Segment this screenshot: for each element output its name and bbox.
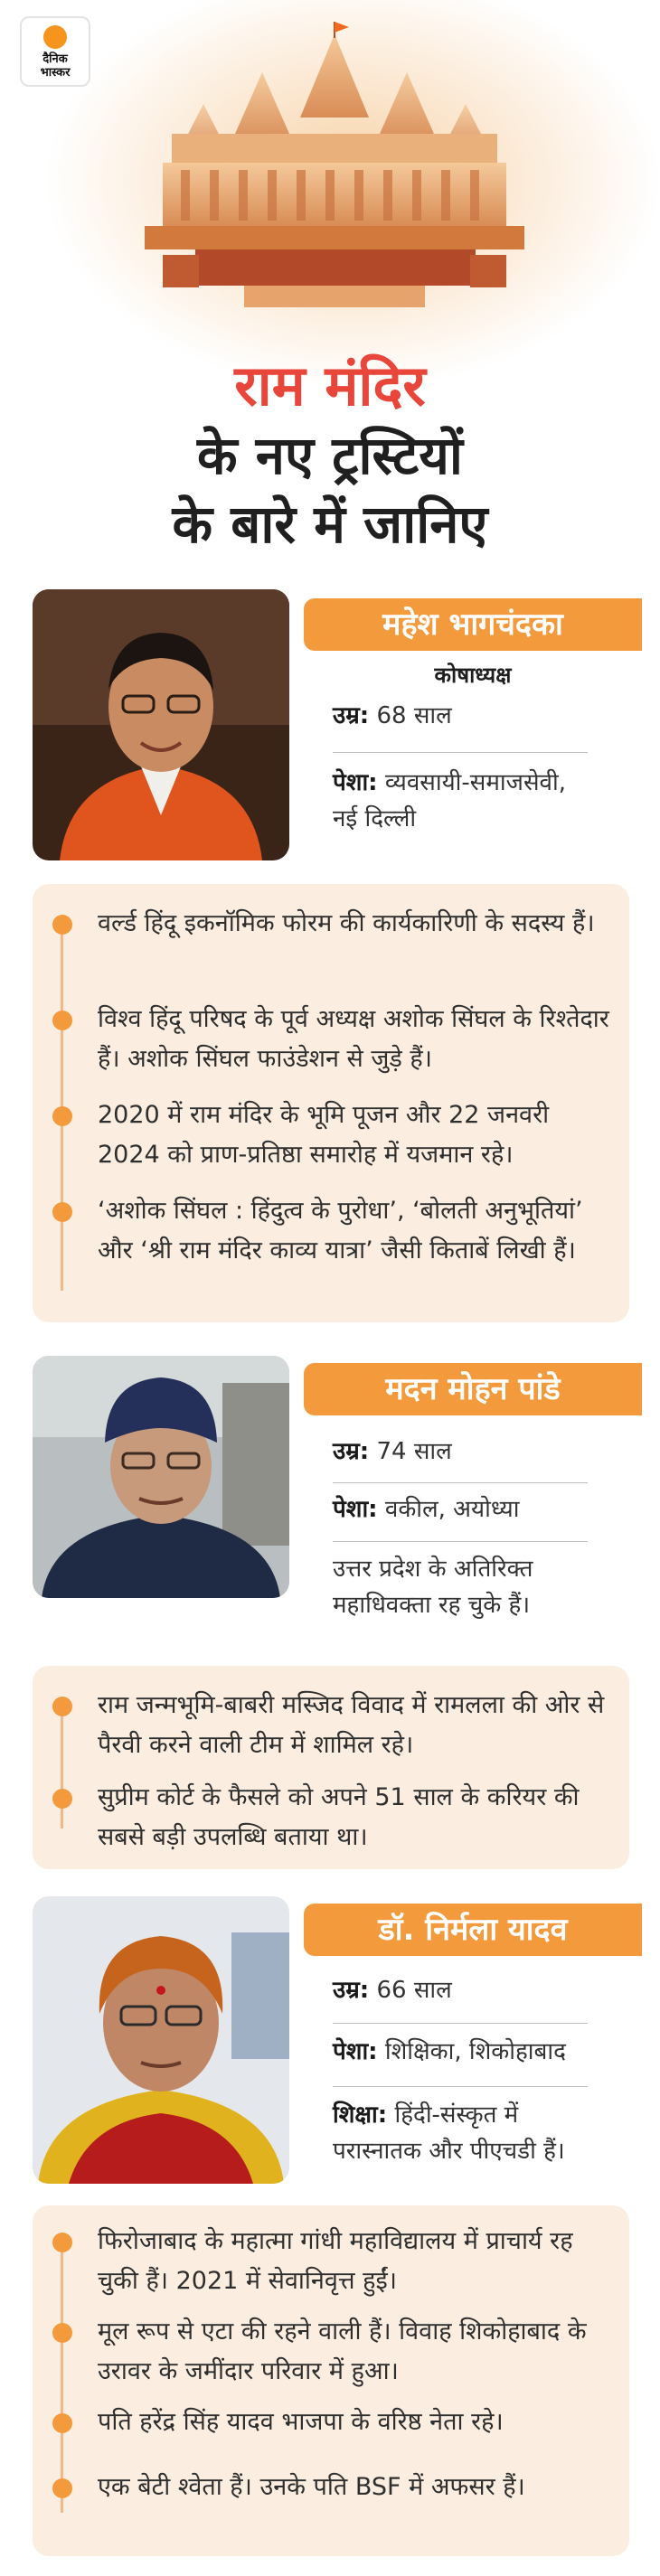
trustee-facts-card-mahesh [33, 884, 629, 1322]
fact-text: विश्व हिंदू परिषद के पूर्व अध्यक्ष अशोक सिंघल के रिश्तेदार हैं। अशोक सिंघल फाउंडेशन से जुड़े हैं। [98, 1005, 609, 1073]
bullet-dot [52, 2413, 72, 2433]
trustee-age [333, 1972, 588, 2008]
trustee-profession [333, 1491, 588, 1528]
profession-label: पेशा: [333, 1496, 378, 1523]
timeline-line [61, 920, 63, 1291]
fact-text: एक बेटी श्वेता हैं। उनके पति BSF में अफसर हैं। [98, 2473, 525, 2501]
age-label: उम्र: [333, 1977, 370, 2004]
logo-line-2: भास्कर [40, 66, 71, 80]
fact-text: पति हरेंद्र सिंह यादव भाजपा के वरिष्ठ नेता रहे। [98, 2408, 504, 2436]
profession-label: पेशा: [333, 2038, 378, 2065]
bullet-dot [52, 1789, 72, 1809]
trustee-photo [33, 1896, 289, 2184]
brand-logo[interactable] [20, 16, 90, 87]
profession-value: वकील, अयोध्या [377, 1496, 520, 1523]
logo-line-1: दैनिक [42, 52, 68, 66]
divider [333, 2023, 588, 2024]
age-value: 68 साल [369, 702, 452, 729]
trustee-age [333, 698, 588, 734]
age-value: 66 साल [369, 1977, 452, 2004]
trustee-education [333, 2097, 588, 2169]
profession-value: शिक्षिका, शिकोहाबाद [377, 2038, 566, 2065]
age-label: उम्र: [333, 1438, 370, 1465]
fact-text: ‘अशोक सिंघल : हिंदुत्व के पुरोधा’, ‘बोलती अनुभूतियां’ और ‘श्री राम मंदिर काव्य यात्रा’ जैसी किताबें लिखी हैं। [98, 1197, 583, 1264]
trustee-name: महेश भागचंदका [304, 598, 642, 651]
timeline-line [61, 2242, 63, 2513]
sun-icon [43, 25, 67, 49]
trustee-age [333, 1434, 588, 1470]
education-label: शिक्षा: [333, 2101, 388, 2129]
fact-text: फिरोजाबाद के महात्मा गांधी महाविद्यालय में प्राचार्य रह चुकी हैं। 2021 में सेवानिवृत्त हुईं। [98, 2227, 573, 2295]
bullet-dot [52, 1106, 72, 1126]
divider [333, 2086, 588, 2087]
bullet-dot [52, 2233, 72, 2252]
trustee-name: मदन मोहन पांडे [304, 1363, 642, 1415]
trustee-name: डॉ. निर्मला यादव [304, 1904, 642, 1956]
title-line-2: के नए ट्रस्टियों [197, 425, 463, 486]
age-value: 74 साल [369, 1438, 452, 1465]
bullet-dot [52, 1202, 72, 1222]
profession-label: पेशा: [333, 769, 378, 796]
education-value: हिंदी-संस्कृत में परास्नातक और पीएचडी हैं। [333, 2101, 565, 2165]
divider [333, 752, 588, 753]
trustee-role: कोषाध्यक्ष [434, 663, 512, 688]
bullet-dot [52, 2478, 72, 2498]
divider [333, 1541, 588, 1542]
fact-text: मूल रूप से एटा की रहने वाली हैं। विवाह शिकोहाबाद के उरावर के जमींदार परिवार में हुआ। [98, 2317, 587, 2385]
trustee-facts-card-madan [33, 1666, 629, 1869]
trustee-photo [33, 1356, 289, 1598]
bullet-dot [52, 1697, 72, 1716]
page-title [0, 351, 660, 559]
bullet-dot [52, 1011, 72, 1030]
fact-text: राम जन्मभूमि-बाबरी मस्जिद विवाद में रामलला की ओर से पैरवी करने वाली टीम में शामिल रहे। [98, 1691, 605, 1759]
title-line-1: राम मंदिर [234, 353, 426, 418]
bullet-dot [52, 2323, 72, 2343]
ram-temple-illustration [108, 18, 561, 325]
trustee-profession [333, 2034, 588, 2070]
timeline-line [61, 1702, 63, 1829]
trustee-profession [333, 765, 588, 837]
bullet-dot [52, 915, 72, 935]
profession-value: व्यवसायी-समाजसेवी, नई दिल्ली [333, 769, 566, 832]
age-label: उम्र: [333, 702, 370, 729]
hero-header [0, 0, 660, 578]
fact-text: वर्ल्ड हिंदू इकनॉमिक फोरम की कार्यकारिणी के सदस्य हैं। [98, 909, 595, 937]
trustee-note [333, 1551, 588, 1623]
trustee-facts-card-nirmala [33, 2205, 629, 2556]
note-value: उत्तर प्रदेश के अतिरिक्त महाधिवक्ता रह चुके हैं। [333, 1556, 533, 1619]
title-line-3: के बारे में जानिए [172, 494, 488, 555]
fact-text: सुप्रीम कोर्ट के फैसले को अपने 51 साल के करियर की सबसे बड़ी उपलब्धि बताया था। [98, 1783, 580, 1851]
fact-text: 2020 में राम मंदिर के भूमि पूजन और 22 जनवरी 2024 को प्राण-प्रतिष्ठा समारोह में यजमान रहे। [98, 1101, 550, 1169]
divider [333, 1482, 588, 1483]
trustee-photo [33, 589, 289, 860]
